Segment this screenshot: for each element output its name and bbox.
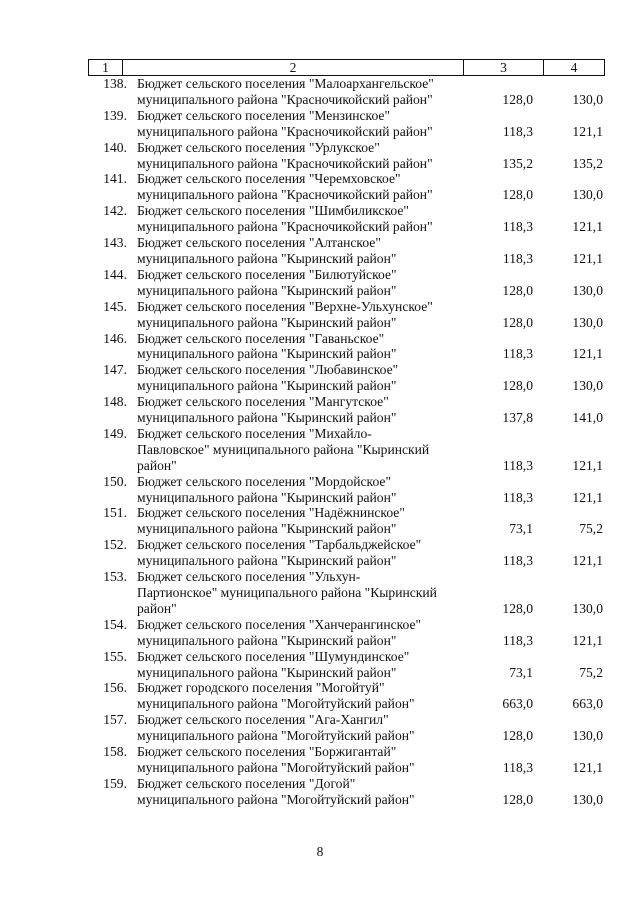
- table-row: [0, 649, 640, 681]
- budget-name: [137, 140, 467, 172]
- amount-col-3: 128,0: [502, 600, 533, 616]
- budget-name: [137, 426, 467, 474]
- page-number: 8: [316, 844, 324, 859]
- row-number: 151.: [103, 505, 127, 521]
- budget-name-line: Бюджет сельского поселения "Черемховское": [137, 171, 401, 187]
- amount-col-3: 73,1: [509, 664, 533, 680]
- budget-name: [137, 203, 467, 235]
- budget-name-line: Бюджет сельского поселения "Боржигантай": [137, 744, 397, 760]
- table-row: [0, 537, 640, 569]
- budget-name: [137, 569, 467, 617]
- budget-name-line: муниципального района "Кыринский район": [137, 410, 397, 426]
- budget-name-line: Бюджет сельского поселения "Тарбальджейское": [137, 537, 422, 553]
- row-number: 140.: [103, 139, 127, 155]
- budget-name-line: муниципального района "Кыринский район": [137, 378, 397, 394]
- budget-name: [137, 108, 467, 140]
- amount-col-3: 118,3: [502, 489, 533, 505]
- amount-col-4: 121,1: [572, 346, 603, 362]
- amount-col-3: 118,3: [502, 123, 533, 139]
- budget-name-line: Бюджет сельского поселения "Ага-Хангил": [137, 712, 389, 728]
- table-row: [0, 712, 640, 744]
- amount-col-4: 130,0: [572, 187, 603, 203]
- amount-col-4: 121,1: [572, 759, 603, 775]
- budget-name-line: Бюджет сельского поселения "Любавинское": [137, 362, 399, 378]
- budget-name-line: муниципального района "Могойтуйский район": [137, 696, 415, 712]
- budget-name: [137, 712, 467, 744]
- header-col-2: 2: [123, 60, 464, 75]
- budget-name: [137, 76, 467, 108]
- amount-col-3: 128,0: [502, 728, 533, 744]
- header-col-1: 1: [89, 60, 123, 75]
- amount-col-4: 141,0: [572, 410, 603, 426]
- budget-name-line: Бюджет сельского поселения "Урлукское": [137, 139, 380, 155]
- budget-name-line: муниципального района "Могойтуйский район": [137, 791, 415, 807]
- budget-name-line: муниципального района "Красночикойский район": [137, 91, 433, 107]
- budget-name: [137, 171, 467, 203]
- budget-name-line: Павловское" муниципального района "Кыринский: [137, 441, 430, 457]
- amount-col-3: 128,0: [502, 282, 533, 298]
- amount-col-3: 663,0: [502, 696, 533, 712]
- table-body: [0, 76, 640, 808]
- row-number: 157.: [103, 712, 127, 728]
- budget-name-line: Бюджет сельского поселения "Гаваньское": [137, 330, 385, 346]
- budget-name-line: муниципального района "Могойтуйский район": [137, 728, 415, 744]
- table-row: [0, 680, 640, 712]
- amount-col-4: 121,1: [572, 632, 603, 648]
- budget-name-line: Бюджет сельского поселения "Малоархангельское": [137, 76, 434, 91]
- budget-name-line: район": [137, 600, 177, 616]
- budget-name-line: Партионское" муниципального района "Кыринский: [137, 585, 437, 600]
- budget-name-line: муниципального района "Кыринский район": [137, 346, 397, 362]
- row-number: 150.: [103, 473, 127, 489]
- amount-col-4: 130,0: [572, 728, 603, 744]
- budget-name-line: Бюджет сельского поселения "Мангутское": [137, 394, 389, 410]
- header-col-3: 3: [464, 60, 544, 75]
- budget-name: [137, 331, 467, 363]
- budget-name-line: муниципального района "Кыринский район": [137, 521, 397, 537]
- budget-name: [137, 235, 467, 267]
- budget-name-line: Бюджет сельского поселения "Ульхун-: [137, 569, 361, 585]
- table-row: [0, 474, 640, 506]
- row-number: 155.: [103, 648, 127, 664]
- table-header: [88, 59, 605, 76]
- table-row: [0, 108, 640, 140]
- amount-col-4: 75,2: [579, 521, 603, 537]
- amount-col-4: 121,1: [572, 553, 603, 569]
- budget-name-line: муниципального района "Кыринский район": [137, 664, 397, 680]
- budget-name-line: муниципального района "Кыринский район": [137, 489, 397, 505]
- table-row: [0, 140, 640, 172]
- budget-name: [137, 776, 467, 808]
- budget-name-line: Бюджет сельского поселения "Мензинское": [137, 107, 391, 123]
- budget-name-line: Бюджет сельского поселения "Алтанское": [137, 235, 381, 251]
- row-number: 148.: [103, 394, 127, 410]
- amount-col-4: 75,2: [579, 664, 603, 680]
- amount-col-3: 128,0: [502, 314, 533, 330]
- budget-name-line: район": [137, 457, 177, 473]
- budget-name: [137, 267, 467, 299]
- row-number: 147.: [103, 362, 127, 378]
- budget-name: [137, 649, 467, 681]
- amount-col-4: 663,0: [572, 696, 603, 712]
- budget-name: [137, 680, 467, 712]
- amount-col-4: 121,1: [572, 457, 603, 473]
- table-row: [0, 299, 640, 331]
- budget-name-line: муниципального района "Красночикойский район": [137, 219, 433, 235]
- amount-col-4: 130,0: [572, 91, 603, 107]
- budget-name-line: муниципального района "Красночикойский район": [137, 155, 433, 171]
- amount-col-3: 118,3: [502, 632, 533, 648]
- row-number: 139.: [103, 107, 127, 123]
- row-number: 152.: [103, 537, 127, 553]
- table-row: [0, 267, 640, 299]
- table-row: [0, 776, 640, 808]
- budget-name: [137, 474, 467, 506]
- amount-col-4: 121,1: [572, 489, 603, 505]
- budget-name-line: Бюджет сельского поселения "Билютуйское": [137, 266, 397, 282]
- row-number: 146.: [103, 330, 127, 346]
- budget-name-line: муниципального района "Кыринский район": [137, 553, 397, 569]
- budget-name-line: Бюджет сельского поселения "Верхне-Ульхунское": [137, 298, 433, 314]
- table-row: [0, 426, 640, 474]
- amount-col-4: 130,0: [572, 791, 603, 807]
- table-row: [0, 569, 640, 617]
- row-number: 154.: [103, 616, 127, 632]
- amount-col-3: 135,2: [502, 155, 533, 171]
- table-row: [0, 394, 640, 426]
- budget-name-line: Бюджет городского поселения "Могойтуй": [137, 680, 385, 696]
- table-row: [0, 617, 640, 649]
- table-row: [0, 362, 640, 394]
- row-number: 143.: [103, 235, 127, 251]
- budget-name-line: Бюджет сельского поселения "Михайло-: [137, 425, 372, 441]
- budget-name: [137, 537, 467, 569]
- budget-name-line: муниципального района "Кыринский район": [137, 314, 397, 330]
- amount-col-3: 137,8: [502, 410, 533, 426]
- budget-name-line: Бюджет сельского поселения "Надёжнинское": [137, 505, 405, 521]
- amount-col-3: 128,0: [502, 91, 533, 107]
- amount-col-4: 130,0: [572, 378, 603, 394]
- amount-col-3: 118,3: [502, 457, 533, 473]
- row-number: 145.: [103, 298, 127, 314]
- budget-name-line: Бюджет сельского поселения "Шумундинское": [137, 648, 410, 664]
- budget-name-line: Бюджет сельского поселения "Ханчерангинское": [137, 616, 422, 632]
- amount-col-3: 118,3: [502, 553, 533, 569]
- row-number: 158.: [103, 744, 127, 760]
- row-number: 142.: [103, 203, 127, 219]
- budget-name-line: Бюджет сельского поселения "Мордойское": [137, 473, 392, 489]
- amount-col-4: 130,0: [572, 600, 603, 616]
- amount-col-4: 130,0: [572, 282, 603, 298]
- row-number: 149.: [103, 425, 127, 441]
- table-row: [0, 203, 640, 235]
- row-number: 144.: [103, 266, 127, 282]
- amount-col-4: 135,2: [572, 155, 603, 171]
- amount-col-4: 121,1: [572, 219, 603, 235]
- header-col-4: 4: [570, 59, 578, 75]
- amount-col-3: 118,3: [502, 250, 533, 266]
- table-row: [0, 505, 640, 537]
- budget-name-line: муниципального района "Кыринский район": [137, 632, 397, 648]
- amount-col-4: 121,1: [572, 250, 603, 266]
- budget-name-line: Бюджет сельского поселения "Шимбиликское": [137, 203, 409, 219]
- budget-name-line: муниципального района "Кыринский район": [137, 250, 397, 266]
- amount-col-3: 128,0: [502, 378, 533, 394]
- amount-col-4: 130,0: [572, 314, 603, 330]
- budget-name: [137, 505, 467, 537]
- row-number: 138.: [103, 76, 127, 91]
- budget-name-line: муниципального района "Красночикойский район": [137, 187, 433, 203]
- row-number: 159.: [103, 775, 127, 791]
- table-row: [0, 76, 640, 108]
- amount-col-3: 118,3: [502, 346, 533, 362]
- amount-col-3: 128,0: [502, 187, 533, 203]
- row-number: 153.: [103, 569, 127, 585]
- budget-name-line: муниципального района "Красночикойский район": [137, 123, 433, 139]
- budget-name: [137, 362, 467, 394]
- row-number: 156.: [103, 680, 127, 696]
- budget-name-line: Бюджет сельского поселения "Догой": [137, 775, 356, 791]
- budget-name-line: муниципального района "Могойтуйский район": [137, 759, 415, 775]
- table-row: [0, 235, 640, 267]
- table-row: [0, 171, 640, 203]
- budget-name-line: муниципального района "Кыринский район": [137, 282, 397, 298]
- table-row: [0, 744, 640, 776]
- amount-col-3: 118,3: [502, 759, 533, 775]
- row-number: 141.: [103, 171, 127, 187]
- budget-name: [137, 299, 467, 331]
- budget-name: [137, 617, 467, 649]
- amount-col-3: 128,0: [502, 791, 533, 807]
- budget-name: [137, 394, 467, 426]
- amount-col-4: 121,1: [572, 123, 603, 139]
- budget-name: [137, 744, 467, 776]
- amount-col-3: 118,3: [502, 219, 533, 235]
- table-row: [0, 331, 640, 363]
- amount-col-3: 73,1: [509, 521, 533, 537]
